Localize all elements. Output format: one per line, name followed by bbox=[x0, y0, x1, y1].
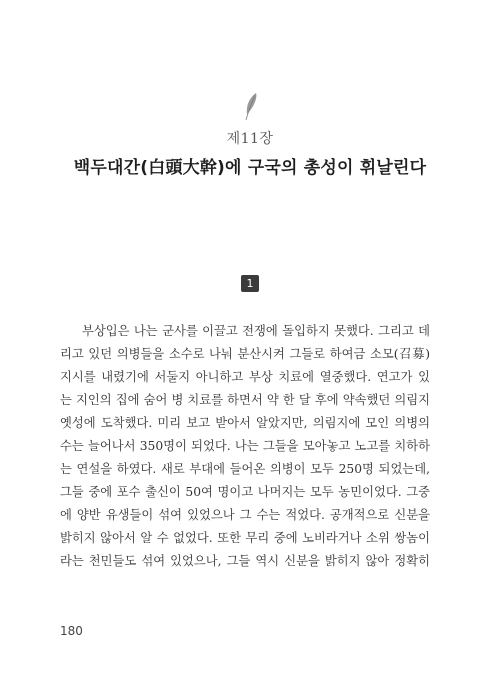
body-line: 라는 천민들도 섞여 있었으나, 그들 역시 신분을 밝히지 않아 정확히 bbox=[60, 554, 430, 568]
chapter-number: 제11장 bbox=[226, 131, 274, 147]
body-line: 밝히지 않아서 알 수 없었다. 또한 무리 중에 노비라거나 소위 쌍놈이 bbox=[60, 531, 430, 545]
body-paragraph bbox=[60, 320, 430, 573]
body-line: 그들 중에 포수 출신이 50여 명이고 나머지는 모두 농민이었다. 그중 bbox=[60, 485, 430, 499]
feather-icon bbox=[243, 92, 259, 122]
chapter-title: 백두대간(白頭大幹)에 구국의 총성이 휘날린다 bbox=[73, 158, 427, 178]
body-line: 지시를 내렸기에 서둘지 아니하고 부상 치료에 열중했다. 연고가 있 bbox=[60, 370, 430, 384]
body-line: 옛성에 도착했다. 미리 보고 받아서 알았지만, 의림지에 모인 의병의 bbox=[60, 416, 430, 430]
body-line: 수는 늘어나서 350명이 되었다. 나는 그들을 모아놓고 노고를 치하하 bbox=[60, 439, 430, 453]
body-line: 부상입은 나는 군사를 이끌고 전쟁에 돌입하지 못했다. 그리고 데 bbox=[82, 324, 430, 338]
body-line: 는 연설을 하였다. 새로 부대에 들어온 의병이 모두 250명 되었는데, bbox=[60, 462, 430, 476]
page-number: 180 bbox=[60, 624, 83, 638]
section-number-badge: 1 bbox=[241, 275, 259, 292]
body-line: 는 지인의 집에 숨어 병 치료를 하면서 약 한 달 후에 약속했던 의림지 bbox=[60, 393, 430, 407]
body-line: 리고 있던 의병들을 소수로 나눠 분산시켜 그들로 하여금 소모(召募) bbox=[60, 347, 430, 361]
body-line: 에 양반 유생들이 섞여 있었으나 그 수는 적었다. 공개적으로 신분을 bbox=[60, 508, 430, 522]
